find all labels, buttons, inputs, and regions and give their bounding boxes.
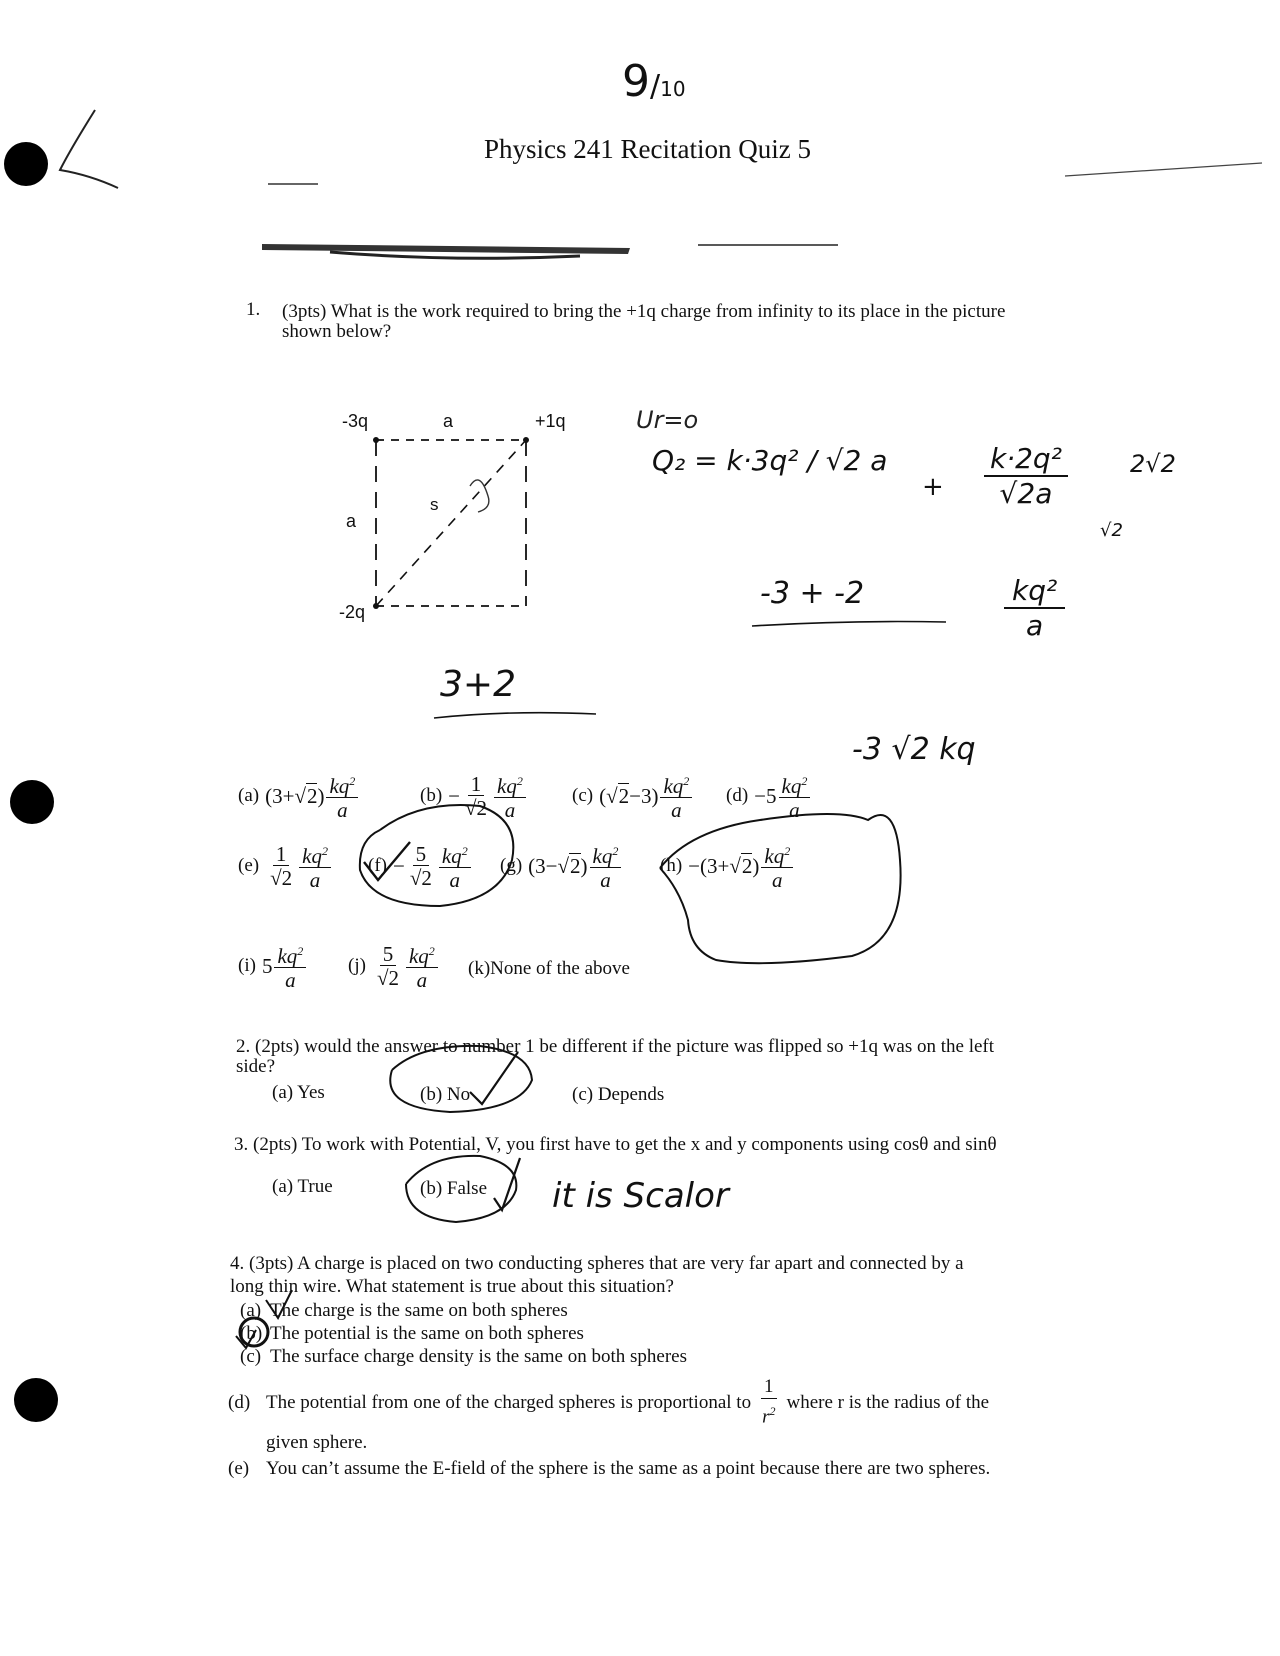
q1-option-f-den2: a: [449, 868, 461, 892]
q2-option-b[interactable]: (b) No: [420, 1084, 471, 1105]
q1-option-a-root: 2: [306, 784, 318, 808]
q2-text-line1: 2. (2pts) would the answer to number 1 be different if the picture was flipped so +1q was on the left: [236, 1036, 995, 1057]
q4-option-e-text: You can’t assume the E-field of the sphere is the same as a point because there are two spheres.: [266, 1458, 991, 1479]
q1-text-line1: (3pts) What is the work required to bring the +1q charge from infinity to its place in the picture: [282, 301, 1006, 322]
page-title: Physics 241 Recitation Quiz 5: [484, 134, 811, 164]
q4-option-a-label: (a): [240, 1300, 262, 1321]
q1-option-d-label: (d): [726, 785, 749, 806]
q1-option-g-den: a: [600, 868, 611, 892]
q1-option-d-pre: −5: [754, 784, 777, 808]
q1-option-h-sqrt: √2: [729, 854, 753, 878]
q1-option-h-exp: 2: [784, 844, 791, 858]
q1-option-c-exp: 2: [683, 774, 690, 788]
q4-option-c-text: The surface charge density is the same on both spheres: [270, 1346, 687, 1367]
q4-option-d-frac: [759, 1376, 778, 1429]
q1-option-b-sign: −: [448, 784, 460, 808]
q4-option-d-exp: 2: [769, 1404, 776, 1418]
label-minus-3q: -3q: [342, 411, 369, 431]
q1-option-b-frac1: $\frac{1}{√2}$: [465, 771, 488, 820]
q1-option-g-num: kq: [592, 844, 613, 868]
q1-option-d-exp: 2: [801, 774, 808, 788]
q1-option-h-label: (h): [660, 855, 683, 876]
q4-option-e[interactable]: [228, 1458, 990, 1480]
q1-option-f-num1: 5: [413, 843, 430, 866]
hand-second-num: k·2q²: [984, 442, 1068, 477]
q1-option-e-num1: 1: [273, 843, 290, 866]
label-minus-2q: -2q: [339, 602, 366, 622]
q1-option-j-exp: 2: [428, 944, 435, 958]
q4-option-b-text: The potential is the same on both spheres: [270, 1323, 584, 1344]
label-left-side-a: a: [346, 511, 357, 531]
q1-option-a-num: kq: [329, 774, 350, 798]
label-top-side-a: a: [443, 411, 454, 431]
hand-calc-first-term: Q₂ = k·3q² / √2 a: [652, 444, 888, 477]
hand-extra-1: 2√2: [1130, 450, 1176, 478]
q4-option-e-label: (e): [228, 1458, 250, 1479]
q1-option-g-pre: (3−: [528, 854, 558, 878]
q1-option-j-num2: kq: [408, 944, 429, 968]
q1-option-c-den: a: [671, 798, 682, 822]
q1-option-g-post: ): [580, 854, 588, 878]
q1-option-f-root: 2: [421, 865, 432, 890]
hand-calc-label: Ur=o: [636, 406, 699, 434]
score-value: 9: [622, 56, 650, 107]
label-plus-1q: +1q: [535, 411, 566, 431]
q3-option-a[interactable]: (a) True: [272, 1176, 333, 1197]
q1-option-a-label: (a): [238, 785, 260, 806]
q4-option-a[interactable]: [240, 1300, 568, 1322]
q2-option-c[interactable]: (c) Depends: [572, 1084, 665, 1105]
q1-option-e-frac1: $\frac{1}{√2}$: [270, 841, 293, 890]
q1-option-e-label: (e): [238, 855, 260, 876]
q4-option-b-label: (b): [240, 1323, 263, 1344]
q4-text-line2: long thin wire. What statement is true about this situation?: [230, 1276, 674, 1297]
q1-option-h-den: a: [772, 868, 783, 892]
q1-option-i-exp: 2: [297, 944, 304, 958]
q1-option-e-exp: 2: [321, 844, 328, 858]
q2-text-line2: side?: [236, 1056, 276, 1077]
q1-option-a-den: a: [337, 798, 348, 822]
q4-option-b[interactable]: [240, 1323, 584, 1345]
q2-option-a[interactable]: (a) Yes: [272, 1082, 325, 1103]
q1-option-h-root: 2: [741, 854, 753, 878]
q1-option-j-root: 2: [388, 965, 399, 990]
q1-option-h-post: ): [752, 854, 760, 878]
q4-option-d-den: r: [762, 1406, 770, 1428]
q4-option-a-text: The charge is the same on both spheres: [270, 1300, 568, 1321]
q1-option-c-num: kq: [663, 774, 684, 798]
q1-option-a-sqrt: √2: [294, 784, 318, 808]
q1-option-j-den2: a: [416, 968, 428, 992]
score-mark: 9/10: [622, 56, 686, 107]
q4-option-d[interactable]: [228, 1376, 989, 1429]
q1-option-b-root: 2: [476, 795, 488, 820]
q4-option-c[interactable]: [240, 1346, 687, 1368]
q1-option-b-num2: kq: [497, 774, 517, 798]
q1-option-e-root: 2: [281, 865, 293, 890]
hand-extra-2: √2: [1100, 520, 1123, 541]
q1-option-j-label: (j): [348, 955, 366, 976]
q4-text-line1: 4. (3pts) A charge is placed on two conducting spheres that are very far apart and connected by a: [230, 1253, 964, 1274]
q1-option-g-root: 2: [570, 854, 581, 878]
q1-option-d-den: a: [789, 798, 800, 822]
q1-option-a-pre: (3+: [265, 784, 295, 808]
q1-option-e-num2: kq: [302, 844, 322, 868]
q1-option-c-label: (c): [572, 785, 594, 806]
q3-option-b[interactable]: (b) False: [420, 1178, 488, 1199]
q1-option-a-post: ): [317, 784, 325, 808]
q1-option-c-sqrt: √2: [606, 784, 630, 808]
q3-text: 3. (2pts) To work with Potential, V, you first have to get the x and y components using cosθ and sinθ: [234, 1134, 997, 1155]
q1-option-c-pre: (: [599, 784, 607, 808]
q1-option-i-pre: 5: [261, 954, 273, 978]
q1-option-i-den: a: [285, 968, 296, 992]
q1-option-i-label: (i): [238, 955, 256, 976]
q1-option-f-num2: kq: [441, 844, 462, 868]
q1-option-f-frac1: $\frac{5}{√2}$: [409, 841, 432, 890]
q1-option-j-frac1: $\frac{5}{√2}$: [376, 941, 399, 990]
q1-option-e-den2: a: [309, 868, 321, 892]
q1-option-k[interactable]: (k)None of the above: [468, 958, 630, 979]
q1-option-b-num1: 1: [468, 773, 485, 796]
q4-option-d-label: (d): [228, 1391, 251, 1413]
hand-3plus2: 3+2: [440, 664, 516, 705]
q1-option-h-num: kq: [764, 844, 785, 868]
q1-option-f-sign: −: [392, 854, 405, 878]
score-denominator: 10: [660, 77, 686, 101]
hand-sqrt-line: -3 √2 kq: [852, 732, 976, 767]
q1-text-line2: shown below?: [282, 321, 392, 342]
q1-option-b-den2: a: [504, 798, 516, 822]
q1-option-g-exp: 2: [612, 844, 619, 858]
q4-option-d-text1: The potential from one of the charged spheres is proportional to: [266, 1391, 752, 1413]
q1-number: 1.: [246, 299, 261, 320]
q4-option-d-text3: given sphere.: [266, 1432, 368, 1453]
hand-calc-plus: +: [922, 472, 944, 502]
q4-option-d-text2: where r is the radius of the: [786, 1391, 990, 1413]
q1-option-f-exp: 2: [461, 844, 468, 858]
q4-option-d-num: 1: [761, 1376, 777, 1399]
q1-option-j-num1: 5: [380, 943, 397, 966]
q1-option-f-label: (f): [368, 855, 387, 876]
q1-option-i-num: kq: [277, 944, 298, 968]
q1-option-d-num: kq: [781, 774, 802, 798]
hand-kq-den: a: [1026, 609, 1044, 642]
q1-option-a-exp: 2: [349, 774, 356, 788]
q1-option-g-label: (g): [500, 855, 523, 876]
hand-second-den: √2a: [999, 477, 1053, 510]
hand-kq-num: kq²: [1004, 574, 1065, 609]
q1-option-c-post: −3): [629, 784, 659, 808]
q3-handwritten-note: it is Scalor: [552, 1176, 729, 1216]
q1-option-g-sqrt: √2: [557, 854, 581, 878]
q1-option-h-pre: −(3+: [688, 854, 730, 878]
label-diagonal-s: s: [430, 495, 439, 514]
q1-option-b-label: (b): [420, 785, 443, 806]
q4-option-c-label: (c): [240, 1346, 262, 1367]
q1-option-b-exp: 2: [516, 774, 523, 788]
hand-calc-sum: -3 + -2: [760, 576, 865, 611]
q1-option-c-root: 2: [618, 784, 630, 808]
